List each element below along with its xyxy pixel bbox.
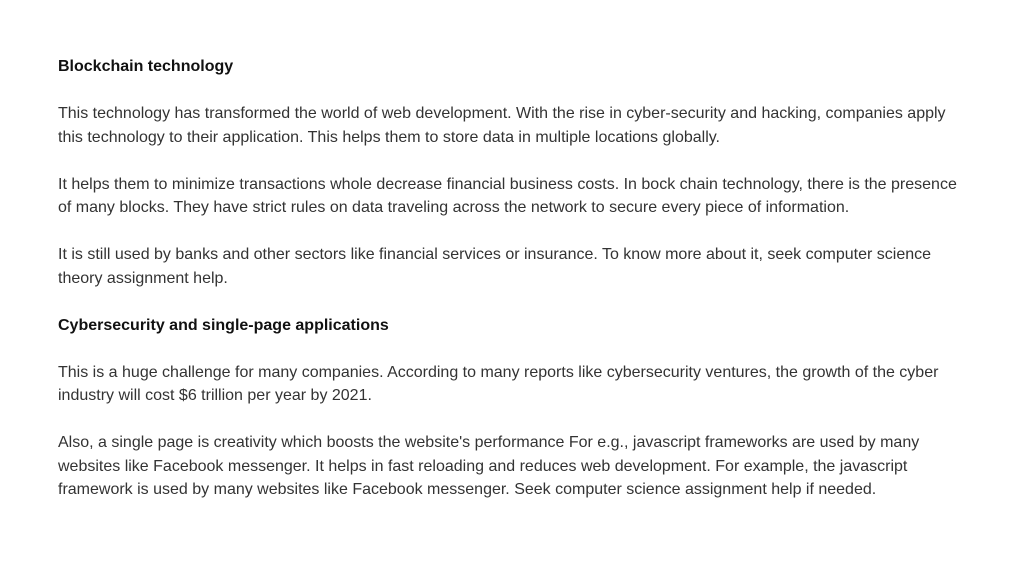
paragraph: It helps them to minimize transactions whole decrease financial business costs. In bock chain technology, there is the presence of many blocks. They have strict rules on data traveling across the network to secure every piece of information. bbox=[58, 175, 957, 216]
spacer bbox=[58, 149, 966, 173]
section-heading-cybersecurity: Cybersecurity and single-page applications bbox=[58, 316, 389, 334]
paragraph: This technology has transformed the world of web development. With the rise in cyber-security and hacking, companies apply this technology to their application. This helps them to store data in multiple locations globally. bbox=[58, 105, 946, 146]
paragraph: Also, a single page is creativity which boosts the website's performance For e.g., javascript frameworks are used by many websites like Facebook messenger. It helps in fast reloading and reduces web development. For example, the javascript framework is used by many websites like Facebook messenger. Seek computer science assignment help if needed. bbox=[58, 434, 920, 498]
paragraph: This is a huge challenge for many companies. According to many reports like cybersecurity ventures, the growth of the cyber industry will cost $6 trillion per year by 2021. bbox=[58, 363, 939, 404]
spacer bbox=[58, 79, 966, 103]
spacer bbox=[58, 337, 966, 361]
spacer bbox=[58, 220, 966, 244]
section-heading-blockchain: Blockchain technology bbox=[58, 58, 234, 75]
spacer bbox=[58, 408, 966, 432]
spacer bbox=[58, 290, 966, 314]
paragraph: It is still used by banks and other sectors like financial services or insurance. To know more about it, seek computer science theory assignment help. bbox=[58, 246, 932, 287]
